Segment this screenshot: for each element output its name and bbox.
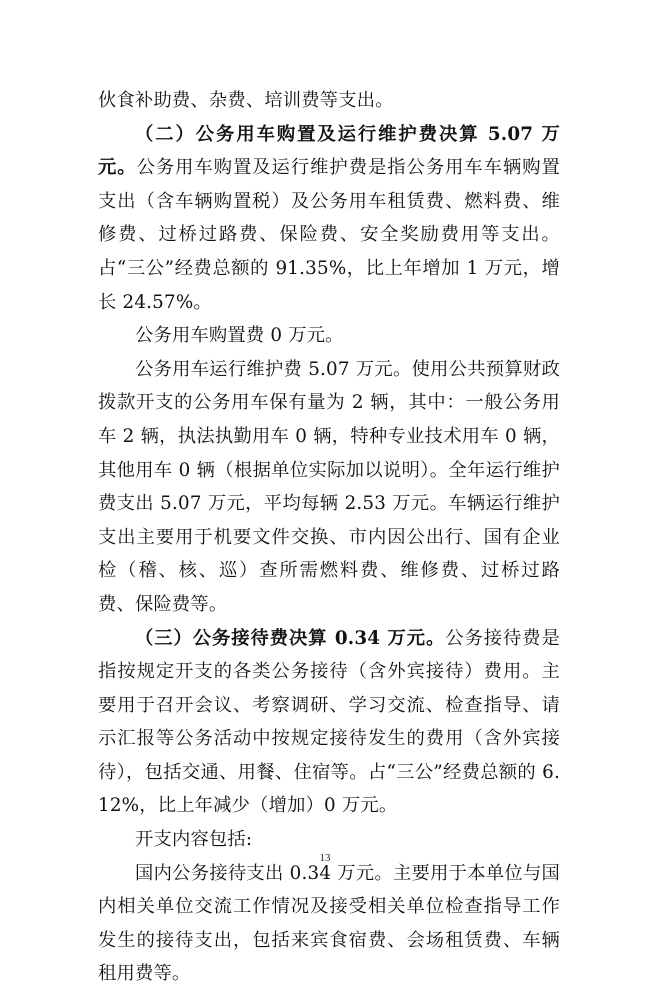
paragraph-domestic-reception (98, 857, 560, 991)
paragraph-text: 国内公务接待支出 0.34 万元。主要用于本单位与国内相关单位交流工作情况及接受相关单位检查指导工作发生的接待支出，包括来宾食宿费、会场租赁费、车辆租用费等。 (98, 862, 560, 985)
paragraph-text: 公务用车购置费 0 万元。 (135, 325, 344, 347)
section-reception-expense (98, 622, 560, 824)
section-vehicle-expense (98, 118, 560, 320)
paragraph-vehicle-maintenance (98, 353, 560, 622)
section-heading-reception: （三）公务接待费决算 0.34 万元。 (135, 627, 446, 649)
paragraph-text: 公务用车购置及运行维护费是指公务用车车辆购置支出（含车辆购置税）及公务用车租赁费、燃料费、维修费、过桥过路费、保险费、安全奖励费用等支出。占“三公”经费总额的 91.35%，比上年增加 1 万元，增长 24.57%。 (98, 157, 560, 313)
page-number: 13 (319, 852, 331, 864)
paragraph-text: 伙食补助费、杂费、培训费等支出。 (98, 90, 394, 111)
paragraph-text: 开支内容包括: (135, 829, 253, 851)
paragraph-continuation (98, 84, 560, 118)
paragraph-vehicle-purchase (98, 319, 560, 353)
paragraph-text: 公务用车运行维护费 5.07 万元。使用公共预算财政拨款开支的公务用车保有量为 2 辆，其中：一般公务用车 2 辆，执法执勤用车 0 辆，特种专业技术用车 0 辆，其他用车 0 辆（根据单位实际加以说明）。全年运行维护费支出 5.07 万元，平均每辆 2.53 万元。车辆运行维护支出主要用于机要文件交换、市内因公出行、国有企业检（稽、核、巡）查所需燃料费、维修费、过桥过路费、保险费等。 (98, 358, 560, 615)
paragraph-text: 公务接待费是指按规定开支的各类公务接待（含外宾接待）费用。主要用于召开会议、考察调研、学习交流、检查指导、请示汇报等公务活动中按规定接待发生的费用（含外宾接待），包括交通、用餐、住宿等。占“三公”经费总额的 6.12%，比上年减少（增加）0 万元。 (98, 627, 561, 817)
section-heading-vehicle: （二）公务用车购置及运行维护费决算 5.07 万元。 (98, 123, 560, 179)
